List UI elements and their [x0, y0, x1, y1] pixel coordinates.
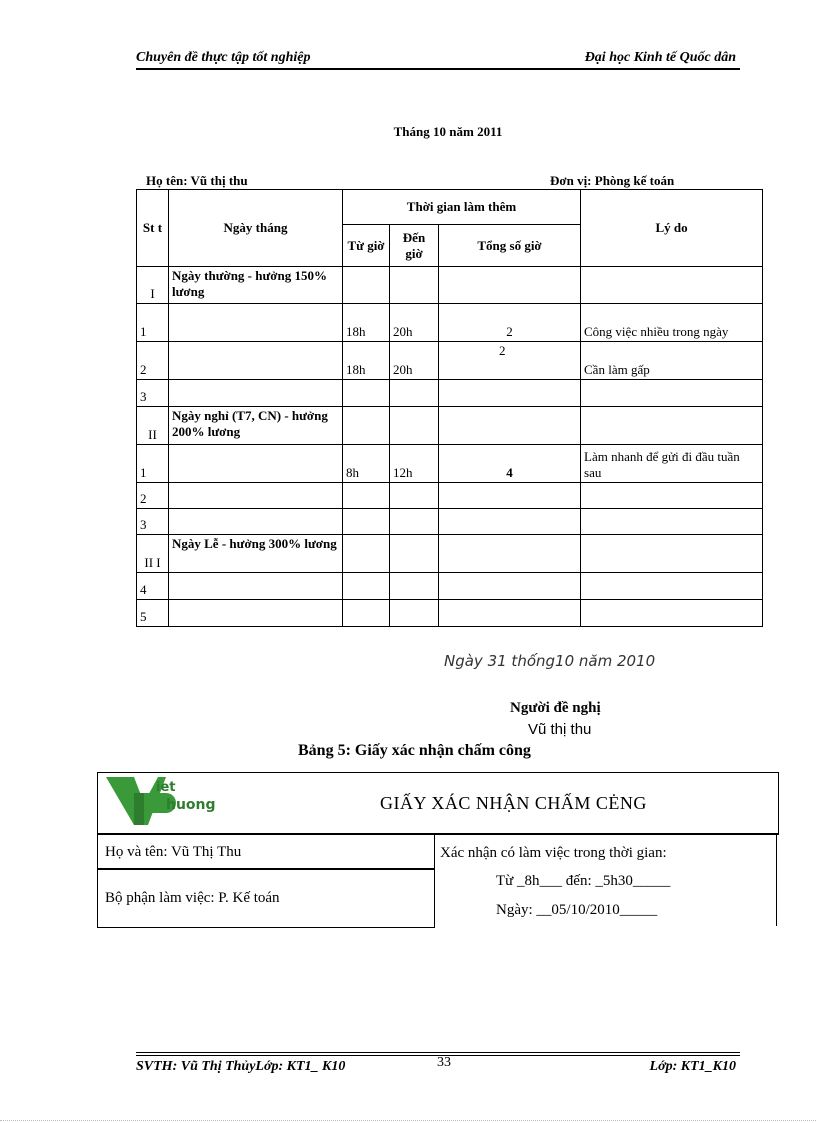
cell-reason [581, 483, 763, 509]
cert-name: Họ và tên: Vũ Thị Thu [105, 844, 242, 860]
table-caption: Bảng 5: Giấy xác nhận chấm công [298, 742, 531, 759]
cell-stt: 4 [137, 573, 169, 600]
cell-total [439, 267, 581, 304]
table-row [137, 267, 763, 304]
cell-from [343, 509, 390, 535]
overtime-table [136, 189, 763, 627]
table-row [137, 407, 763, 445]
cell-date [169, 342, 343, 380]
table-row [137, 445, 763, 483]
footer-left: SVTH: Vũ Thị ThủyLớp: KT1_ K10 [136, 1059, 346, 1074]
cell-from [343, 407, 390, 445]
cell-stt: II [137, 407, 169, 445]
cell-to [390, 267, 439, 304]
cell-from [343, 600, 390, 627]
svg-text:huong: huong [166, 797, 216, 813]
cell-reason [581, 535, 763, 573]
cell-total [439, 600, 581, 627]
dept-cell [97, 869, 435, 928]
cert-confirm: Xác nhận có làm việc trong thời gian: [440, 845, 667, 861]
cert-date: Ngày: __05/10/2010_____ [496, 902, 658, 918]
cell-total: 2 [439, 342, 581, 380]
cert-time: Từ _8h___ đến: _5h30_____ [496, 873, 671, 889]
cell-from: 18h [343, 304, 390, 342]
cell-reason [581, 509, 763, 535]
cell-stt: 3 [137, 509, 169, 535]
cell-total [439, 573, 581, 600]
header-stt: St t [137, 190, 169, 267]
cell-stt: II I [137, 535, 169, 573]
cell-total: 4 [439, 445, 581, 483]
cell-date [169, 445, 343, 483]
page-edge [0, 1120, 816, 1121]
cell-to [390, 573, 439, 600]
table-row [137, 342, 763, 380]
cell-total: 2 [439, 304, 581, 342]
cell-date [169, 380, 343, 407]
cell-stt: 1 [137, 445, 169, 483]
employee-name: Họ tên: Vũ thị thu [146, 173, 248, 188]
cell-date [169, 600, 343, 627]
cell-date [169, 573, 343, 600]
header-left: Chuyên đề thực tập tốt nghiệp [136, 50, 311, 65]
certificate-title: GIẤY XÁC NHẬN CHẤM CĖNG [380, 793, 647, 813]
cell-reason [581, 380, 763, 407]
page-number: 33 [437, 1055, 451, 1070]
cell-stt: 3 [137, 380, 169, 407]
cell-date [169, 304, 343, 342]
header-overtime: Thời gian làm thêm [343, 190, 581, 225]
cell-total [439, 509, 581, 535]
cell-date: Ngày nghỉ (T7, CN) - hưởng 200% lương [169, 407, 343, 445]
unit-name: Đơn vị: Phòng kế toán [550, 173, 675, 188]
header-to: Đến giờ [390, 225, 439, 267]
certificate-right-edge [776, 834, 777, 926]
table-row [137, 380, 763, 407]
table-row [137, 509, 763, 535]
cell-stt: 2 [137, 483, 169, 509]
cell-to [390, 535, 439, 573]
cell-stt: I [137, 267, 169, 304]
cert-dept: Bộ phận làm việc: P. Kế toán [105, 890, 280, 906]
name-cell [97, 834, 435, 869]
month-title: Tháng 10 năm 2011 [393, 124, 503, 139]
cell-from: 18h [343, 342, 390, 380]
cell-total [439, 535, 581, 573]
proposer-title: Người đề nghị [510, 700, 601, 716]
cell-from [343, 267, 390, 304]
cell-stt: 1 [137, 304, 169, 342]
cell-reason: Cần làm gấp [581, 342, 763, 380]
cell-from [343, 380, 390, 407]
cell-date: Ngày thường - hưởng 150% lương [169, 267, 343, 304]
header-reason: Lý do [581, 190, 763, 267]
header-from: Từ giờ [343, 225, 390, 267]
table-row [137, 304, 763, 342]
cell-to: 12h [390, 445, 439, 483]
cell-from [343, 483, 390, 509]
header-right: Đại học Kinh tế Quốc dân [584, 50, 736, 65]
cell-date [169, 509, 343, 535]
cell-to: 20h [390, 342, 439, 380]
table-row [137, 535, 763, 573]
cell-reason: Làm nhanh để gửi đi đầu tuần sau [581, 445, 763, 483]
table-row [137, 573, 763, 600]
cell-stt: 2 [137, 342, 169, 380]
cell-reason: Công việc nhiều trong ngày [581, 304, 763, 342]
cell-from [343, 535, 390, 573]
cell-to [390, 509, 439, 535]
date-line: Ngày 31 thống10 năm 2010 [444, 652, 656, 670]
viet-phuong-logo [104, 775, 216, 827]
header-total: Tổng số giờ [439, 225, 581, 267]
cell-reason [581, 267, 763, 304]
footer-right: Lớp: KT1_K10 [649, 1059, 736, 1074]
cell-stt: 5 [137, 600, 169, 627]
cell-from: 8h [343, 445, 390, 483]
table-row [137, 600, 763, 627]
header-date: Ngày tháng [169, 190, 343, 267]
header-rule [136, 68, 740, 70]
cell-to [390, 600, 439, 627]
cell-total [439, 380, 581, 407]
proposer-name: Vũ thị thu [528, 721, 592, 738]
cell-to [390, 380, 439, 407]
cell-total [439, 407, 581, 445]
cell-to: 20h [390, 304, 439, 342]
svg-text:iet: iet [156, 780, 176, 795]
cell-reason [581, 407, 763, 445]
cell-date [169, 483, 343, 509]
table-row [137, 483, 763, 509]
cell-reason [581, 600, 763, 627]
footer-rule-top [136, 1052, 740, 1053]
cell-to [390, 407, 439, 445]
cell-from [343, 573, 390, 600]
cell-total [439, 483, 581, 509]
cell-reason [581, 573, 763, 600]
cell-to [390, 483, 439, 509]
cell-date: Ngày Lễ - hưởng 300% lương [169, 535, 343, 573]
